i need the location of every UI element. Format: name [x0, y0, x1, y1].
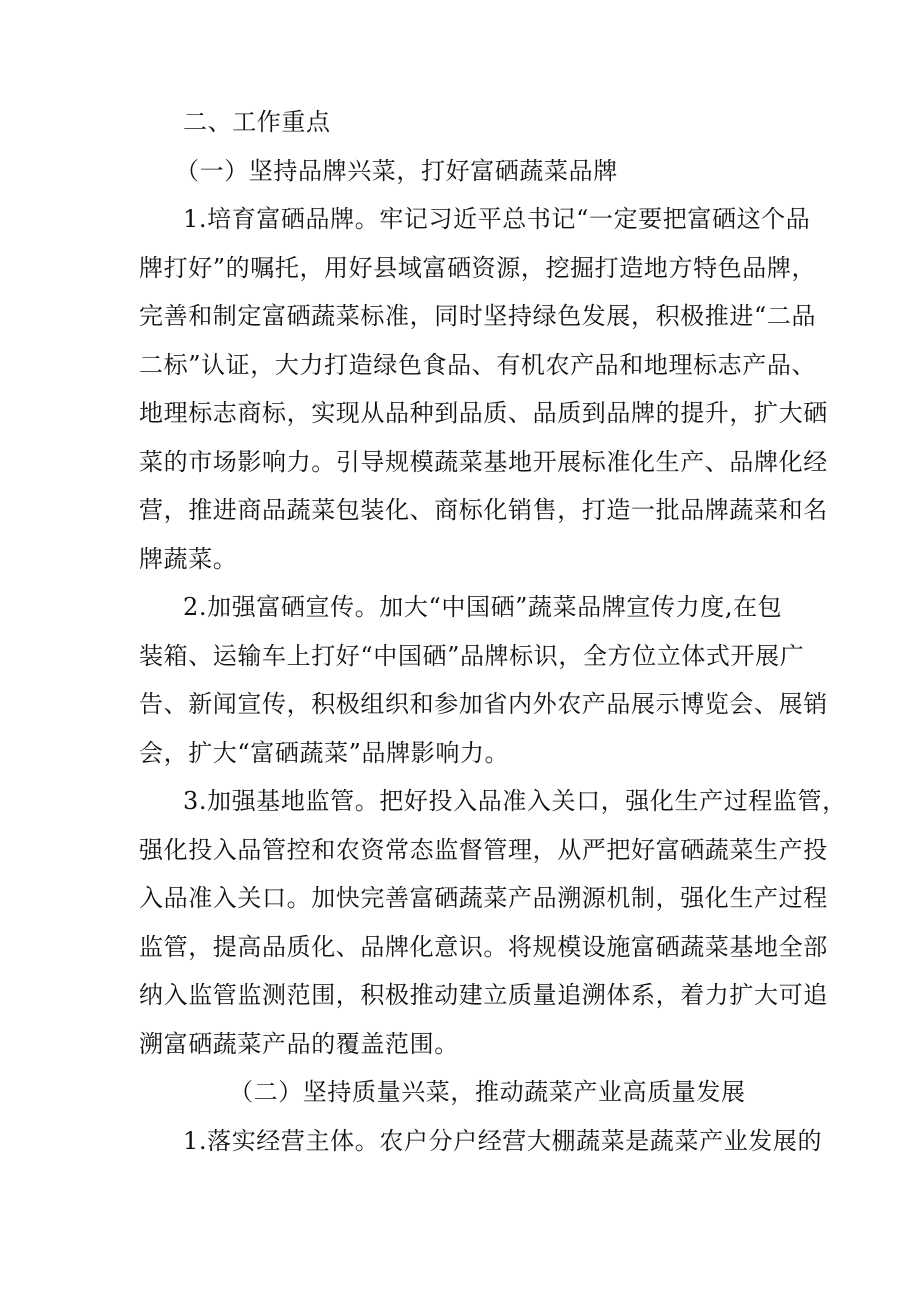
paragraph-line: 溯富硒蔬菜产品的覆盖范围。 — [139, 1029, 459, 1058]
section-heading: 二、工作重点 — [183, 108, 331, 136]
paragraph-line: 装箱、运输车上打好“中国硒”品牌标识，全方位立体式开展广 — [139, 641, 805, 670]
paragraph-item-2 — [139, 583, 828, 777]
paragraph-item-4 — [139, 1117, 823, 1166]
subsection-heading-1: （一）坚持品牌兴菜，打好富硒蔬菜品牌 — [175, 156, 618, 185]
paragraph-line: 菜的市场影响力。引导规模蔬菜基地开展标准化生产、品牌化经 — [139, 447, 828, 476]
paragraph-line: 监管，提高品质化、品牌化意识。将规模设施富硒蔬菜基地全部 — [139, 932, 828, 961]
paragraph-line: 入品准入关口。加快完善富硒蔬菜产品溯源机制，强化生产过程 — [139, 884, 828, 912]
paragraph-line: 牌蔬菜。 — [139, 544, 238, 573]
paragraph-line: 3.加强基地监管。把好投入品准入关口，强化生产过程监管， — [183, 787, 847, 815]
paragraph-line: 二标”认证，大力打造绿色食品、有机农产品和地理标志产品、 — [139, 350, 817, 379]
paragraph-line: 会，扩大“富硒蔬菜”品牌影响力。 — [139, 738, 510, 767]
paragraph-line: 纳入监管监测范围，积极推动建立质量追溯体系，着力扩大可追 — [139, 981, 828, 1009]
paragraph-line: 完善和制定富硒蔬菜标准，同时坚持绿色发展，积极推进“二品 — [139, 302, 817, 330]
paragraph-line: 营，推进商品蔬菜包装化、商标化销售，打造一批品牌蔬菜和名 — [139, 496, 828, 524]
paragraph-item-1 — [139, 195, 828, 583]
paragraph-line: 牌打好”的嘱托，用好县域富硒资源，挖掘打造地方特色品牌， — [139, 253, 817, 282]
subsection-heading-2: （二）坚持质量兴菜，推动蔬菜产业高质量发展 — [229, 1078, 746, 1106]
paragraph-line: 告、新闻宣传，积极组织和参加省内外农产品展示博览会、展销 — [139, 690, 828, 718]
paragraph-line: 1.落实经营主体。农户分户经营大棚蔬菜是蔬菜产业发展的 — [183, 1126, 823, 1155]
paragraph-line: 强化投入品管控和农资常态监督管理，从严把好富硒蔬菜生产投 — [139, 835, 828, 864]
document-body — [139, 98, 847, 1165]
paragraph-line: 2.加强富硒宣传。加大“中国硒”蔬菜品牌宣传力度,在包 — [183, 593, 783, 621]
paragraph-item-3 — [139, 777, 847, 1068]
paragraph-line: 地理标志商标，实现从品种到品质、品质到品牌的提升，扩大硒 — [139, 399, 828, 427]
paragraph-line: 1.培育富硒品牌。牢记习近平总书记“一定要把富硒这个品 — [183, 205, 811, 233]
